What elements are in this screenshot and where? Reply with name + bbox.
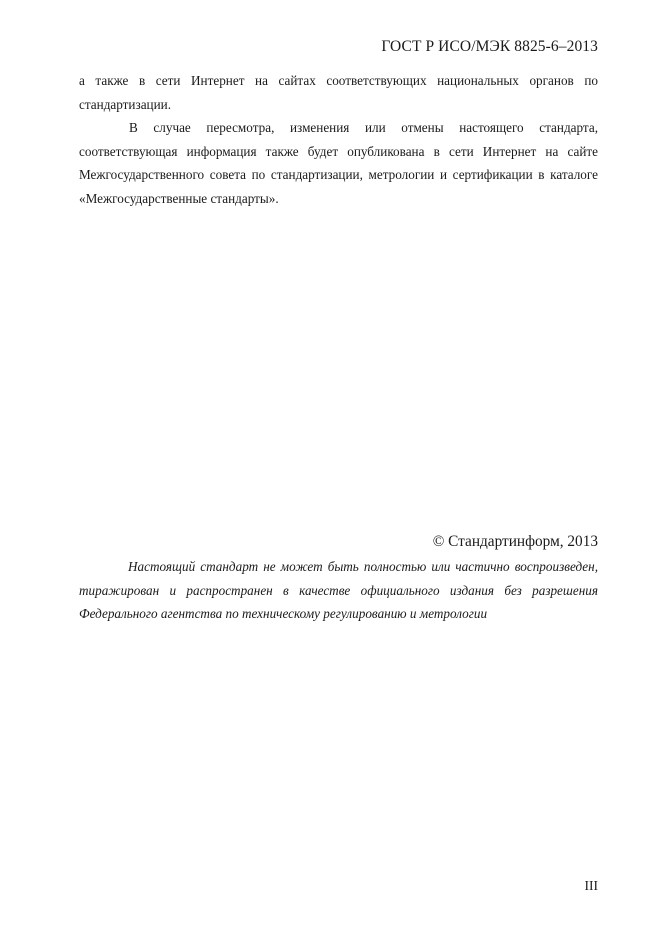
- body-paragraph-1: а также в сети Интернет на сайтах соответствующих национальных органов по стандартизации.: [79, 73, 598, 112]
- document-code-header: ГОСТ Р ИСО/МЭК 8825-6–2013: [381, 38, 598, 55]
- copyright-line: © Стандартинформ, 2013: [432, 533, 598, 550]
- page-number: III: [584, 878, 598, 893]
- reproduction-notice: Настоящий стандарт не может быть полностью или частично воспроизведен, тиражирован и распространен в качестве официального издания без разрешения Федерального агентства по техническому регулированию и метрологии: [79, 559, 598, 621]
- body-paragraph-2: В случае пересмотра, изменения или отмены настоящего стандарта, соответствующая информация также будет опубликована в сети Интернет на сайте Межгосударственного совета по стандартизации, метрологии и сертификации в каталоге «Межгосударственные стандарты».: [79, 120, 598, 206]
